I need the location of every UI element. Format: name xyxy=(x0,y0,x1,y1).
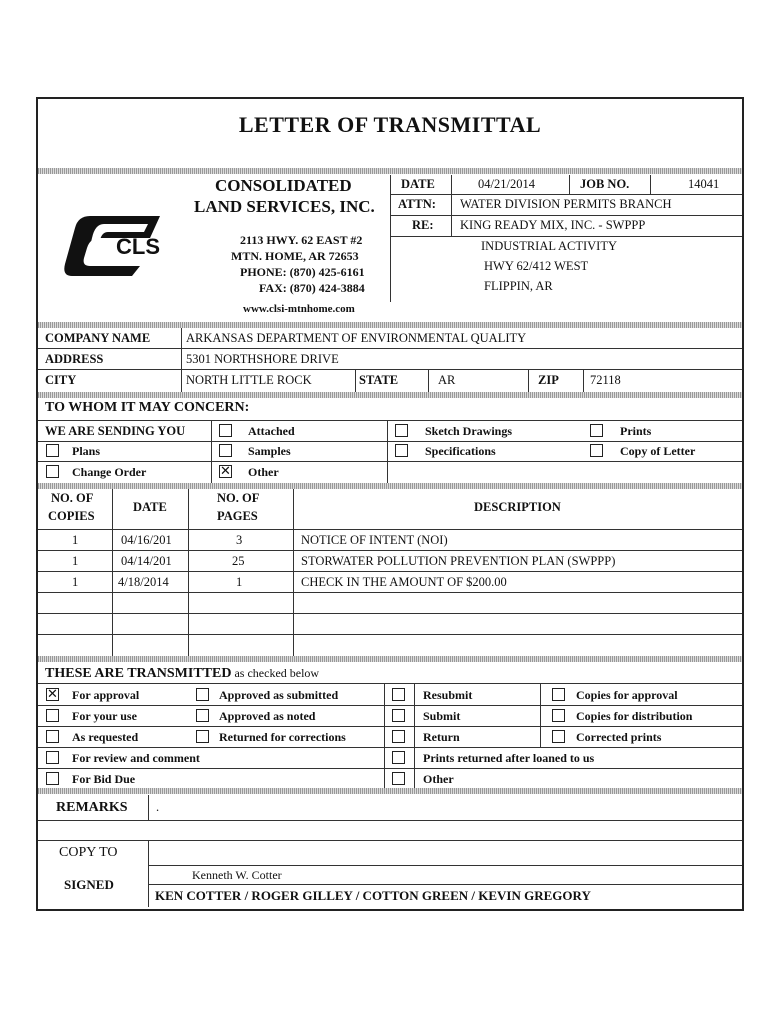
transmit-checkbox-approved-submitted[interactable] xyxy=(196,688,209,701)
sending-option-label: Copy of Letter xyxy=(620,444,696,458)
job-value: 14041 xyxy=(688,177,720,191)
transmit-option-label: Approved as noted xyxy=(219,709,316,723)
sending-option-label: Change Order xyxy=(72,465,147,479)
company-logo xyxy=(60,210,170,280)
transmit-option-label: Return xyxy=(423,730,460,744)
re-line-1: KING READY MIX, INC. - SWPPP xyxy=(460,218,646,232)
signature: Kenneth W. Cotter xyxy=(192,868,282,882)
job-label: JOB NO. xyxy=(580,177,630,191)
row-pages: 3 xyxy=(236,533,243,547)
transmit-option-label: Approved as submitted xyxy=(219,688,339,702)
concern-line: TO WHOM IT MAY CONCERN: xyxy=(45,400,250,415)
col-header-date: DATE xyxy=(133,500,167,514)
transmit-checkbox-copies-approval[interactable] xyxy=(552,688,565,701)
transmit-checkbox-return[interactable] xyxy=(392,730,405,743)
transmit-option-label: Submit xyxy=(423,709,461,723)
transmit-option-label: Prints returned after loaned to us xyxy=(423,751,595,765)
transmit-option-label: Copies for approval xyxy=(576,688,678,702)
sending-option-label: Prints xyxy=(620,424,652,438)
sending-checkbox-other[interactable]: ✕ xyxy=(220,464,231,479)
date-value: 04/21/2014 xyxy=(478,177,535,191)
transmit-checkbox-approved-noted[interactable] xyxy=(196,709,209,722)
transmit-checkbox-for-approval[interactable]: ✕ xyxy=(47,687,58,702)
sender-name-1: CONSOLIDATED xyxy=(215,176,352,195)
sending-checkbox-prints[interactable] xyxy=(590,424,603,437)
transmit-option-label: Corrected prints xyxy=(576,730,662,744)
logo-lettering: CLS xyxy=(116,234,160,259)
sending-checkbox-copy-letter[interactable] xyxy=(590,444,603,457)
sending-option-label: Plans xyxy=(72,444,101,458)
row-pages: 1 xyxy=(236,575,243,589)
transmit-checkbox-submit[interactable] xyxy=(392,709,405,722)
sender-fax: FAX: (870) 424-3884 xyxy=(259,281,365,295)
transmit-option-label: Other xyxy=(423,772,454,786)
signed-label: SIGNED xyxy=(64,877,114,892)
sender-web: www.clsi-mtnhome.com xyxy=(243,303,355,315)
sending-checkbox-specifications[interactable] xyxy=(395,444,408,457)
transmit-checkbox-review-comment[interactable] xyxy=(46,751,59,764)
date-label: DATE xyxy=(401,177,435,191)
re-line-4: FLIPPIN, AR xyxy=(484,279,553,293)
row-date: 04/16/201 xyxy=(121,533,172,547)
transmitted-heading-bold: THESE ARE TRANSMITTED xyxy=(45,666,232,681)
re-label: RE: xyxy=(412,218,434,232)
sending-option-label: Samples xyxy=(248,444,291,458)
transmit-checkbox-for-your-use[interactable] xyxy=(46,709,59,722)
transmit-checkbox-as-requested[interactable] xyxy=(46,730,59,743)
attn-value: WATER DIVISION PERMITS BRANCH xyxy=(460,197,672,211)
form-title: LETTER OF TRANSMITTAL xyxy=(238,112,542,137)
transmit-option-label: Copies for distribution xyxy=(576,709,693,723)
address-value: 5301 NORTHSHORE DRIVE xyxy=(186,352,339,366)
city-label: CITY xyxy=(45,373,77,387)
sender-name-2: LAND SERVICES, INC. xyxy=(194,197,375,216)
transmit-checkbox-prints-returned[interactable] xyxy=(392,751,405,764)
re-line-3: HWY 62/412 WEST xyxy=(484,259,589,273)
divider-band xyxy=(38,392,742,398)
row-description: STORWATER POLLUTION PREVENTION PLAN (SWPPP) xyxy=(301,554,616,568)
transmit-checkbox-returned-corrections[interactable] xyxy=(196,730,209,743)
transmit-option-label: For approval xyxy=(72,688,140,702)
sender-phone: PHONE: (870) 425-6161 xyxy=(240,265,365,279)
divider-band xyxy=(38,656,742,662)
divider-band xyxy=(38,483,742,489)
sending-checkbox-plans[interactable] xyxy=(46,444,59,457)
transmit-checkbox-copies-distribution[interactable] xyxy=(552,709,565,722)
sending-label: WE ARE SENDING YOU xyxy=(45,424,186,438)
divider-band xyxy=(38,788,742,794)
col-header-pages: PAGES xyxy=(217,509,258,523)
col-header-description: DESCRIPTION xyxy=(474,500,561,514)
sender-city: MTN. HOME, AR 72653 xyxy=(231,249,359,263)
city-value: NORTH LITTLE ROCK xyxy=(186,373,312,387)
re-line-2: INDUSTRIAL ACTIVITY xyxy=(481,239,617,253)
transmit-option-label: For your use xyxy=(72,709,137,723)
company-value: ARKANSAS DEPARTMENT OF ENVIRONMENTAL QUALITY xyxy=(186,331,527,345)
remarks-label: REMARKS xyxy=(56,800,128,815)
row-copies: 1 xyxy=(72,533,79,547)
col-header-copies: COPIES xyxy=(48,509,95,523)
sender-address: 2113 HWY. 62 EAST #2 xyxy=(240,233,363,247)
transmit-option-label: Returned for corrections xyxy=(219,730,346,744)
row-date: 04/14/201 xyxy=(121,554,172,568)
divider-band xyxy=(38,168,742,174)
sending-option-label: Sketch Drawings xyxy=(425,424,513,438)
col-header-copies: NO. OF xyxy=(51,491,94,505)
zip-value: 72118 xyxy=(590,373,621,387)
row-pages: 25 xyxy=(232,554,245,568)
row-description: CHECK IN THE AMOUNT OF $200.00 xyxy=(301,575,507,589)
transmit-checkbox-corrected-prints[interactable] xyxy=(552,730,565,743)
sending-checkbox-change-order[interactable] xyxy=(46,465,59,478)
transmit-checkbox-bid-due[interactable] xyxy=(46,772,59,785)
copy-to-label: COPY TO xyxy=(59,845,118,860)
transmit-option-label: Resubmit xyxy=(423,688,473,702)
state-value: AR xyxy=(438,373,456,387)
signers-line: KEN COTTER / ROGER GILLEY / COTTON GREEN / KEVIN GREGORY xyxy=(155,888,591,903)
transmitted-heading-rest: as checked below xyxy=(234,666,320,680)
attn-label: ATTN: xyxy=(398,197,436,211)
sending-option-label: Other xyxy=(248,465,279,479)
address-label: ADDRESS xyxy=(45,352,104,366)
state-label: STATE xyxy=(359,373,399,387)
row-copies: 1 xyxy=(72,575,79,589)
transmit-option-label: For review and comment xyxy=(72,751,200,765)
sending-checkbox-attached[interactable] xyxy=(219,424,232,437)
remarks-value: . xyxy=(156,800,160,814)
company-label: COMPANY NAME xyxy=(45,331,151,345)
row-copies: 1 xyxy=(72,554,79,568)
transmit-option-label: As requested xyxy=(72,730,139,744)
sending-option-label: Attached xyxy=(248,424,295,438)
transmit-checkbox-other[interactable] xyxy=(392,772,405,785)
sending-checkbox-samples[interactable] xyxy=(219,444,232,457)
transmitted-heading xyxy=(45,666,319,682)
transmit-checkbox-resubmit[interactable] xyxy=(392,688,405,701)
sending-option-label: Specifications xyxy=(425,444,496,458)
row-description: NOTICE OF INTENT (NOI) xyxy=(301,533,448,547)
col-header-pages: NO. OF xyxy=(217,491,260,505)
sending-checkbox-sketch[interactable] xyxy=(395,424,408,437)
zip-label: ZIP xyxy=(538,373,559,387)
transmit-option-label: For Bid Due xyxy=(72,772,136,786)
divider-band xyxy=(38,322,742,328)
row-date: 4/18/2014 xyxy=(118,575,169,589)
